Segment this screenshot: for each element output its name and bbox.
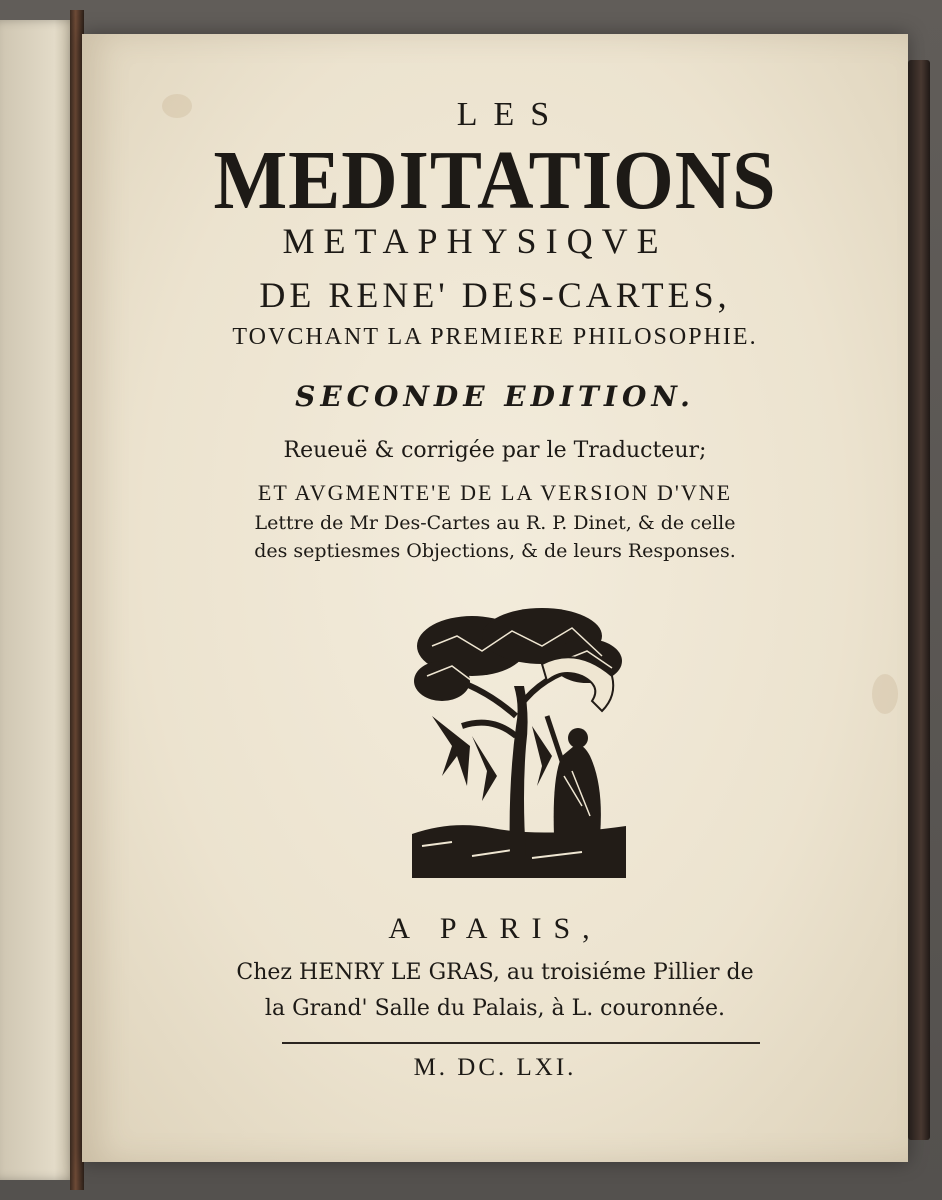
letter-line: Lettre de Mr Des-Cartes au R. P. Dinet, & de celle (254, 512, 736, 534)
year-line: M. DC. LXI. (413, 1054, 577, 1081)
paper-stain (872, 674, 898, 714)
printer-line-1: Chez HENRY LE GRAS, au troisiéme Pillier de (236, 960, 754, 985)
objections-line: des septiesmes Objections, & de leurs Responses. (254, 540, 736, 562)
back-cover-edge (908, 60, 930, 1140)
title-meditations: MEDITATIONS (213, 134, 777, 227)
divider-rule (282, 1042, 760, 1044)
title-les: LES (456, 96, 566, 133)
tree-and-scholar-woodcut-icon (412, 606, 626, 878)
subject-line: TOVCHANT LA PREMIERE PHILOSOPHIE. (232, 324, 758, 350)
title-metaphysique: METAPHYSIQVE (282, 221, 668, 261)
printer-line-2: la Grand' Salle du Palais, à L. couronnée. (264, 996, 726, 1021)
title-page (82, 34, 908, 1162)
edition-line: SECONDE EDITION. (295, 380, 695, 413)
left-page-edge (0, 20, 78, 1180)
city-line: A PARIS, (388, 912, 602, 945)
augmented-line: ET AVGMENTE'E DE LA VERSION D'VNE (257, 480, 733, 505)
author-line: DE RENE' DES-CARTES, (259, 275, 731, 315)
revision-line: Reueuë & corrigée par le Traducteur; (283, 438, 707, 463)
